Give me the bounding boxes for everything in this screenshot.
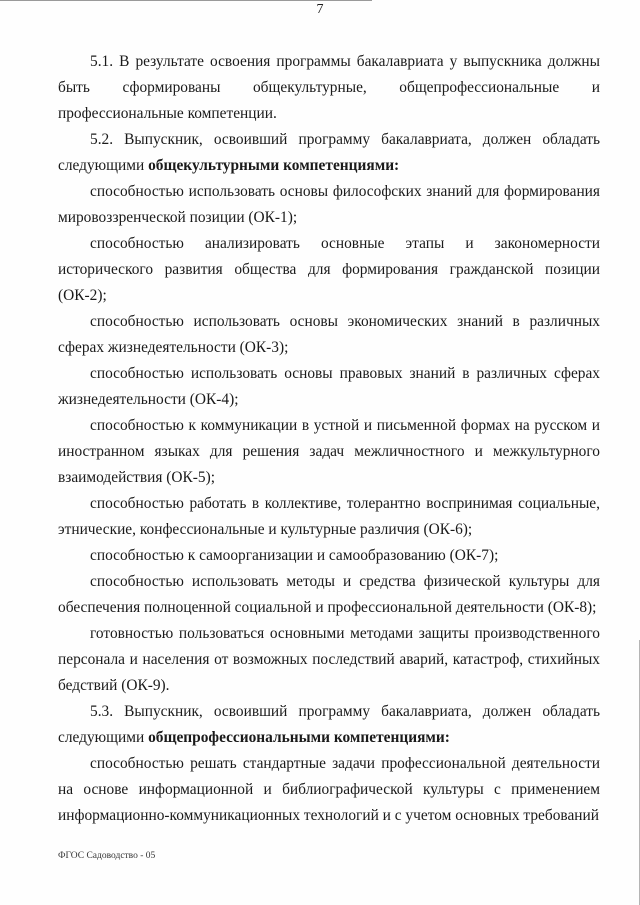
footer-label: ФГОС Садоводство - 05 [58, 851, 156, 861]
ok-item-5: способностью к коммуникации в устной и письменной формах на русском и иностранном языках для решения задач межличностного и межкультурного взаимодействия (ОК-5); [58, 417, 600, 486]
ok-item-2: способностью анализировать основные этапы и закономерности исторического развития общества для формирования гражданской позиции (ОК-2); [58, 235, 600, 304]
paragraph-5-1: 5.1. В результате освоения программы бакалавриата у выпускника должны быть сформированы общекультурные, общепрофессиональные и профессиональные компетенции. [58, 53, 600, 122]
page-number: 7 [316, 2, 324, 17]
document-body [58, 49, 600, 829]
paragraph-5-2-text: 5.2. Выпускник, освоивший программу бакалавриата, должен обладать следующими [58, 131, 600, 174]
top-edge-line [0, 0, 372, 1]
paragraph-5-2-bold: общекультурными компетенциями: [148, 157, 400, 174]
paragraph-5-3-text: 5.3. Выпускник, освоивший программу бакалавриата, должен обладать следующими [58, 703, 600, 746]
ok-item-9: готовностью пользоваться основными методами защиты производственного персонала и населения от возможных последствий аварий, катастроф, стихийных бедствий (ОК-9). [58, 625, 600, 694]
ok-item-3: способностью использовать основы экономических знаний в различных сферах жизнедеятельности (ОК-3); [58, 313, 600, 356]
ok-item-8: способностью использовать методы и средства физической культуры для обеспечения полноценной социальной и профессиональной деятельности (ОК-8); [58, 573, 600, 616]
opk-item-1: способностью решать стандартные задачи профессиональной деятельности на основе информационной и библиографической культуры с применением информационно-коммуникационных технологий и с учетом основных требований [58, 755, 600, 824]
ok-item-1: способностью использовать основы философских знаний для формирования мировоззренческой позиции (ОК-1); [58, 183, 600, 226]
ok-item-7: способностью к самоорганизации и самообразованию (ОК-7); [90, 547, 499, 564]
paragraph-5-2 [58, 127, 600, 179]
paragraph-5-3-bold: общепрофессиональными компетенциями: [148, 729, 450, 746]
paragraph-5-3 [58, 699, 600, 751]
ok-item-4: способностью использовать основы правовых знаний в различных сферах жизнедеятельности (ОК-4); [58, 365, 600, 408]
ok-item-6: способностью работать в коллективе, толерантно воспринимая социальные, этнические, конфессиональные и культурные различия (ОК-6); [58, 495, 600, 538]
